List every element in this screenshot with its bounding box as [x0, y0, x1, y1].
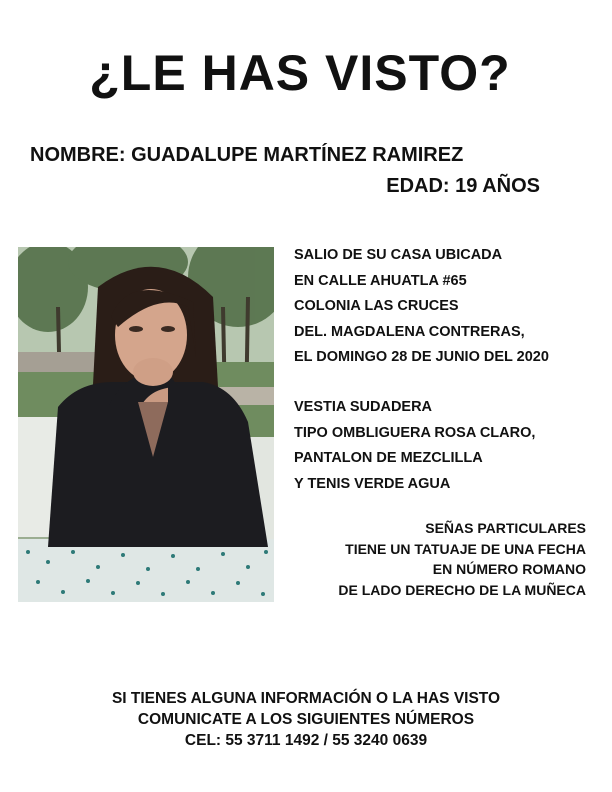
photo-illustration: [18, 247, 274, 602]
missing-person-name: NOMBRE: GUADALUPE MARTÍNEZ RAMIREZ: [30, 144, 464, 166]
contact-line: COMUNICATE A LOS SIGUIENTES NÚMEROS: [137, 711, 475, 728]
departure-line: COLONIA LAS CRUCES: [294, 298, 459, 314]
departure-line: EN CALLE AHUATLA #65: [294, 272, 467, 289]
marks-line: TIENE UN TATUAJE DE UNA FECHA: [345, 540, 586, 557]
clothing-line: Y TENIS VERDE AGUA: [294, 475, 451, 492]
marks-line: SEÑAS PARTICULARES: [425, 520, 586, 536]
missing-person-photo: [18, 247, 274, 602]
clothing-line: PANTALON DE MEZCLILLA: [294, 450, 483, 466]
clothing-description: [294, 395, 535, 497]
departure-line: DEL. MAGDALENA CONTRERAS,: [294, 323, 525, 340]
clothing-line: VESTIA SUDADERA: [294, 399, 433, 415]
clothing-line: TIPO OMBLIGUERA ROSA CLARO,: [294, 424, 536, 441]
contact-info: [0, 688, 612, 751]
departure-line: SALIO DE SU CASA UBICADA: [294, 247, 503, 263]
contact-line: SI TIENES ALGUNA INFORMACIÓN O LA HAS VISTO: [111, 690, 501, 707]
contact-phones: CEL: 55 3711 1492 / 55 3240 0639: [184, 732, 428, 749]
marks-line: DE LADO DERECHO DE LA MUÑECA: [338, 581, 586, 598]
departure-line: EL DOMINGO 28 DE JUNIO DEL 2020: [294, 349, 549, 365]
marks-line: EN NÚMERO ROMANO: [432, 561, 586, 577]
poster-headline: ¿LE HAS VISTO?: [89, 45, 511, 101]
missing-person-age: EDAD: 19 AÑOS: [386, 175, 540, 197]
departure-details: [294, 243, 549, 371]
distinguishing-marks: [338, 518, 586, 600]
